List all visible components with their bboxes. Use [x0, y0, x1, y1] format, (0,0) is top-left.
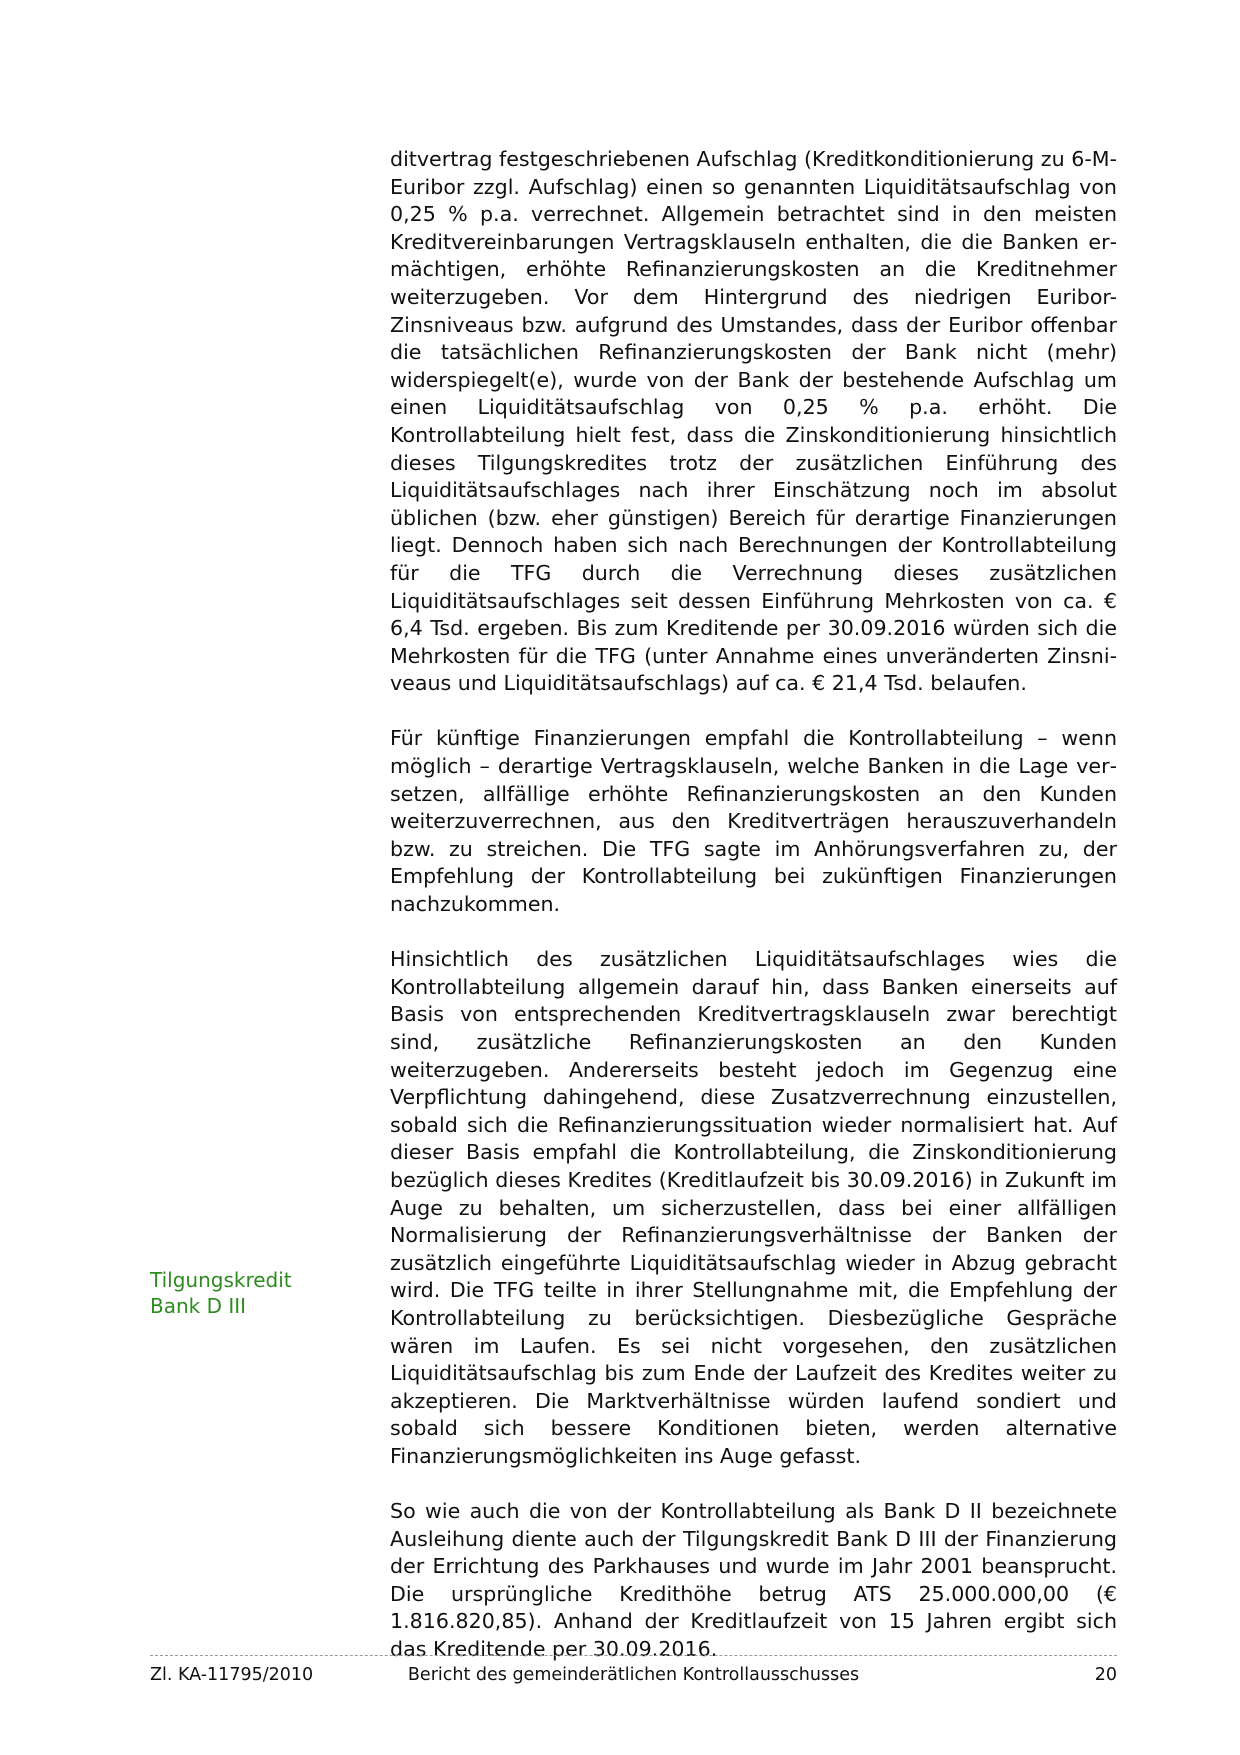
margin-note-bank-d-iii: [150, 1267, 350, 1319]
footer-reference-number: Zl. KA-11795/2010: [150, 1665, 314, 1685]
paragraph-recommendation: Hinsichtlich des zusätzlichen Liquiditätsaufschlages wies die Kontrollabteilung allgemein darauf hin, dass Banken einerseits auf Basis von entsprechenden Kreditvertragsklauseln zwar berechtigt sind, zusätzliche Refinanzierungskosten an den Kunden weiterzugeben. Andererseits besteht jedoch im Gegenzug eine Verpflichtung dahingehend, diese Zusatzverrechnung einzustellen, sobald sich die Refinanzierungssituation wieder normalisiert hat. Auf dieser Basis empfahl die Kontrollabteilung, die Zinskonditionierung bezüglich dieses Kredites (Kreditlaufzeit bis 30.09.2016) in Zukunft im Auge zu behalten, um sicherzustellen, dass bei einer allfälligen Normalisierung der Refinanzierungsverhältnisse der Banken der zusätzlich eingeführte Liquiditätsaufschlag wieder in Abzug gebracht wird. Die TFG teilte in ihrer Stellungnahme mit, die Empfehlung der Kontrollabteilung zu berücksichtigen. Diesbezügliche Gespräche wären im Laufen. Es sei nicht vorgesehen, den zusätzlichen Liquiditätsaufschlag bis zum Ende der Laufzeit des Kredites weiter zu akzeptieren. Die Marktverhältnisse würden laufend sondiert und sobald sich bessere Konditionen bieten, werden alternative Finanzierungsmöglichkeiten ins Auge gefasst.: [390, 947, 1117, 1468]
paragraph-bank-d-iii: So wie auch die von der Kontrollabteilung als Bank D II bezeichnete Ausleihung diente auch der Tilgungskredit Bank D III der Finanzierung der Errichtung des Parkhauses und wurde im Jahr 2001 beansprucht. Die ursprüngliche Kredithöhe betrug ATS 25.000.000,00 (€ 1.816.820,85). Anhand der Kreditlaufzeit von 15 Jahren ergibt sich das Kreditende per 30.09.2016.: [390, 1499, 1117, 1662]
page-footer: [150, 1655, 1117, 1685]
body-text-column: [390, 146, 1117, 1691]
margin-note-line-1: Tilgungskredit: [150, 1268, 292, 1292]
margin-note-line-2: Bank D III: [150, 1294, 247, 1318]
footer-report-title: Bericht des gemeinderätlichen Kontrollausschusses: [407, 1665, 860, 1685]
footer-page-number: 20: [1094, 1665, 1117, 1685]
paragraph-liquidity-surcharge: ditvertrag festgeschriebenen Aufschlag (Kreditkonditionierung zu 6-M-Euribor zzgl. Aufschlag) einen so genannten Liquiditätsaufschlag von 0,25 % p.a. verrechnet. Allgemein betrachtet sind in den meisten Kreditvereinbarungen Vertragsklauseln enthalten, die die Banken ermächtigen, erhöhte Refinanzierungskosten an die Kreditnehmer weiterzugeben. Vor dem Hintergrund des niedrigen Euribor-Zinsniveaus bzw. aufgrund des Umstandes, dass der Euribor offenbar die tatsächlichen Refinanzierungskosten der Bank nicht (mehr) widerspiegelt(e), wurde von der Bank der bestehende Aufschlag um einen Liquiditätsaufschlag von 0,25 % p.a. erhöht. Die Kontrollabteilung hielt fest, dass die Zinskonditionierung hinsichtlich dieses Tilgungskredites trotz der zusätzlichen Einführung des Liquiditätsaufschlages nach ihrer Einschätzung noch im absolut üblichen (bzw. eher günstigen) Bereich für derartige Finanzierungen liegt. Dennoch haben sich nach Berechnungen der Kontrollabteilung für die TFG durch die Verrechnung dieses zusätzlichen Liquiditätsaufschlages seit dessen Einführung Mehrkosten von ca. € 6,4 Tsd. ergeben. Bis zum Kreditende per 30.09.2016 würden sich die Mehrkosten für die TFG (unter Annahme eines unveränderten Zinsniveaus und Liquiditätsaufschlags) auf ca. € 21,4 Tsd. belaufen.: [390, 147, 1117, 696]
paragraph-future-financing: Für künftige Finanzierungen empfahl die Kontrollabteilung – wenn möglich – derartige Vertragsklauseln, welche Banken in die Lage versetzen, allfällige erhöhte Refinanzierungskosten an den Kunden weiterzuverrechnen, aus den Kreditverträgen herauszuverhandeln bzw. zu streichen. Die TFG sagte im Anhörungsverfahren zu, der Empfehlung der Kontrollabteilung bei zukünftigen Finanzierungen nachzukommen.: [390, 726, 1117, 917]
